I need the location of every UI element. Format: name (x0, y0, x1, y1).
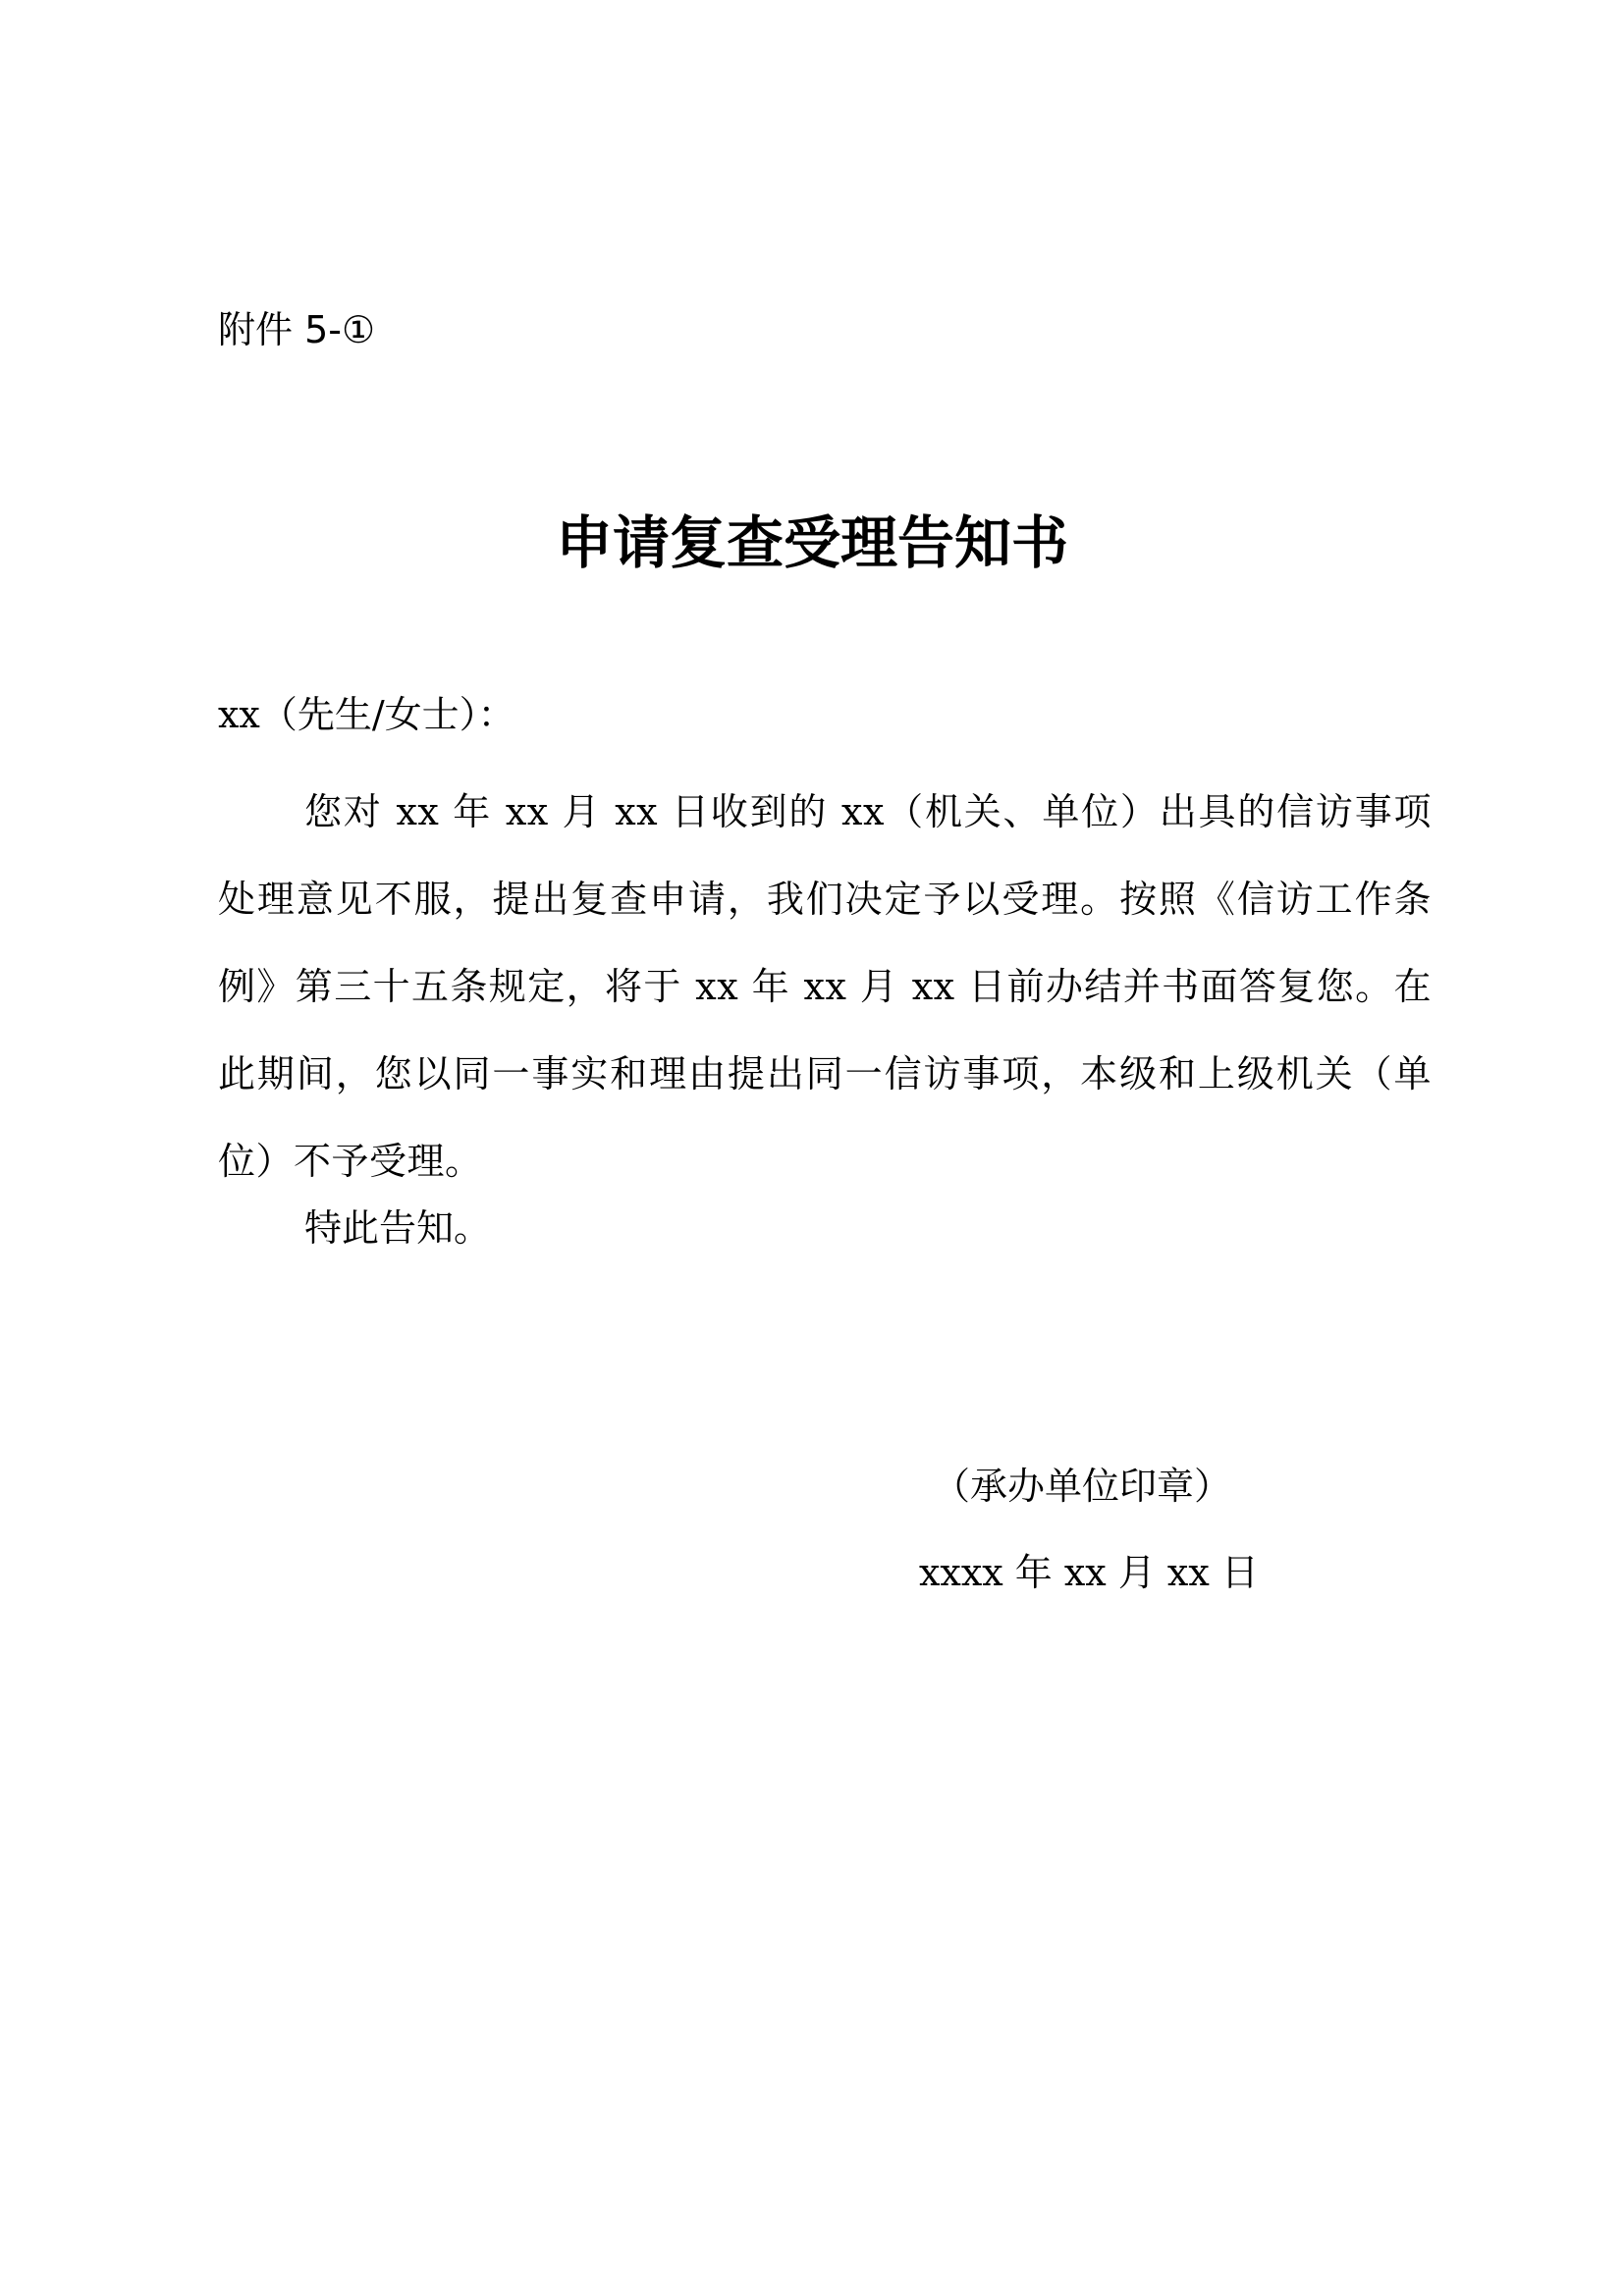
closing-line: 特此告知。 (304, 1206, 492, 1250)
date-line: xxxx 年 xx 月 xx 日 (919, 1551, 1259, 1594)
body-paragraph: 您对 xx 年 xx 月 xx 日收到的 xx（机关、单位）出具的信访事项处理意见不服，提出复查申请，我们决定予以受理。按照《信访工作条例》第三十五条规定，将于 xx 年 xx 月 xx 日前办结并书面答复您。在此期间，您以同一事实和理由提出同一信访事项，本级和上级机关（单位）不予受理。 (218, 790, 1432, 1183)
document-title: 申请复查受理告知书 (555, 509, 1068, 576)
salutation: xx（先生/女士）： (218, 693, 515, 736)
seal-note: （承办单位印章） (933, 1465, 1232, 1508)
attachment-label: 附件 5-① (218, 308, 376, 351)
